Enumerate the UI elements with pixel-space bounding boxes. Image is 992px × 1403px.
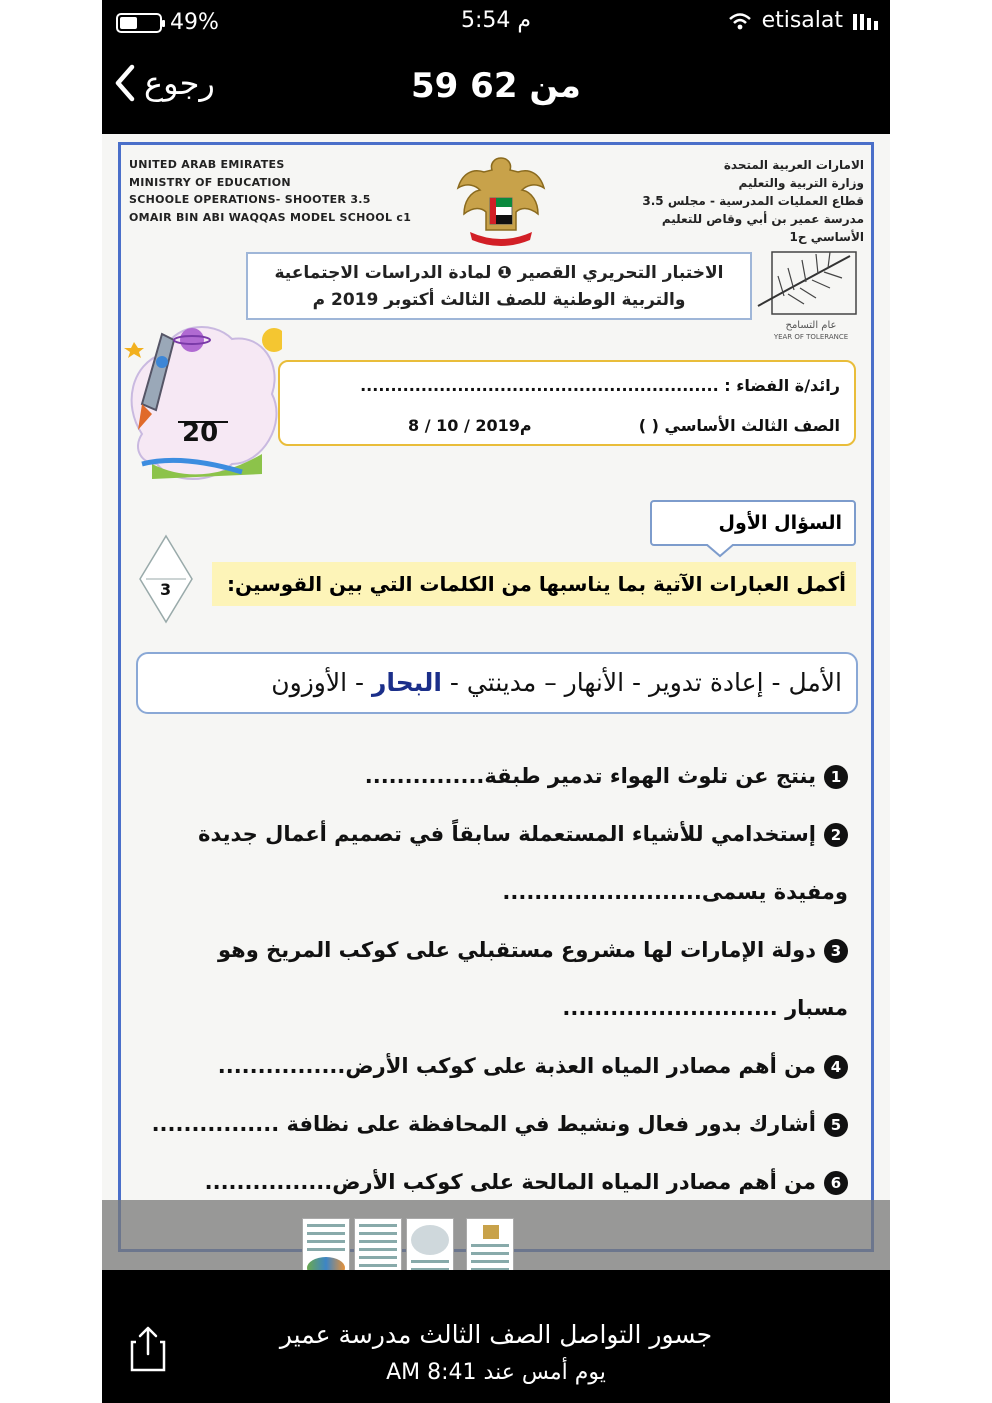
question-item — [218, 1054, 848, 1079]
signal-icon — [853, 12, 878, 30]
question-marks: 3 — [160, 580, 172, 599]
header-english — [129, 156, 411, 226]
item-text: إستخدامي للأشياء المستعملة سابقاً في تصميم أعمال جديدة — [198, 822, 816, 846]
word-bank-item: الأمل — [788, 668, 842, 697]
back-label: رجوع — [144, 64, 215, 102]
carrier-info — [728, 8, 878, 33]
callout-pointer-icon — [706, 544, 736, 558]
word-bank: الأمل - إعادة تدوير - الأنهار – مدينتي - البحار - الأوزون — [136, 652, 858, 714]
instruction-text: أكمل العبارات الآتية بما يناسبها من الكلمات التي بين القوسين: — [212, 562, 856, 606]
item-text: من أهم مصادر المياه العذبة على كوكب الأرض................ — [217, 1054, 816, 1078]
question-item — [198, 822, 848, 847]
phone-screen — [102, 0, 890, 1403]
bottom-bar — [102, 1270, 890, 1403]
item-text: أشارك بدور فعال ونشيط في المحافظة على نظافة ................ — [151, 1112, 816, 1136]
item-text: ومفيدة يسمى......................... — [502, 880, 848, 904]
question-item — [218, 938, 848, 963]
score-total: 20 — [182, 418, 219, 448]
clock: 5:54 م — [460, 8, 532, 33]
carrier-name: etisalat — [761, 8, 843, 33]
question-item — [365, 764, 848, 789]
item-number: 1 — [824, 765, 848, 789]
header-en-line: OMAIR BIN ABI WAQQAS MODEL SCHOOL c1 — [129, 210, 412, 224]
battery-percent: 49% — [170, 10, 219, 35]
question-item — [152, 1112, 848, 1137]
exam-title-line1: الاختبار التحريري القصير ❶ لمادة الدراسات الاجتماعية — [274, 263, 724, 283]
header-arabic — [624, 156, 864, 246]
item-number: 5 — [824, 1113, 848, 1137]
question-title: السؤال الأول — [650, 500, 856, 546]
header-ar-line: مدرسة عمير بن أبي وقاص للتعليم الأساسي ح1 — [661, 212, 864, 244]
item-number: 2 — [824, 823, 848, 847]
item-text: مسبار ........................... — [562, 996, 848, 1020]
item-text: من أهم مصادر المياه المالحة على كوكب الأرض................ — [204, 1170, 816, 1194]
astronaut-name-field[interactable]: رائد/ة الفضاء : ........................................................... — [360, 376, 840, 395]
header-en-line: SCHOOLE OPERATIONS- SHOOTER 3.5 — [129, 193, 371, 206]
grade-field[interactable]: الصف الثالث الأساسي ( ) — [638, 416, 840, 435]
word-bank-item-highlighted: البحار — [371, 668, 442, 697]
rocket-illustration-icon — [122, 314, 282, 486]
item-number: 3 — [824, 939, 848, 963]
uae-emblem-icon — [454, 152, 548, 248]
exam-date: 8 / 10 / 2019م — [408, 416, 532, 435]
message-timestamp: يوم أمس عند 8:41 AM — [386, 1360, 606, 1385]
wifi-icon — [728, 12, 752, 30]
chat-caption: جسور التواصل الصف الثالث مدرسة عمير — [279, 1320, 713, 1349]
item-number: 6 — [824, 1171, 848, 1195]
header-ar-line: وزارة التربية والتعليم — [738, 176, 864, 190]
question-item-continuation — [502, 880, 848, 904]
item-text: ينتج عن تلوث الهواء تدمير طبقة............... — [364, 764, 816, 788]
navigation-bar — [102, 50, 890, 130]
exam-title-box — [246, 252, 752, 320]
student-info-box — [278, 360, 856, 446]
header-en-line: MINISTRY OF EDUCATION — [129, 175, 291, 189]
tolerance-label-ar: عام التسامح — [785, 320, 837, 331]
item-text: دولة الإمارات لها مشروع مستقبلي على كوكب المريخ وهو — [218, 938, 816, 962]
item-number: 4 — [824, 1055, 848, 1079]
header-en-line: UNITED ARAB EMIRATES — [129, 158, 285, 171]
exam-title-line2: والتربية الوطنية للصف الثالث أكتوبر 2019 م — [312, 290, 686, 310]
marks-diamond-icon — [138, 534, 194, 624]
page-indicator: 59 من 62 — [411, 66, 581, 106]
word-bank-item: مدينتي — [466, 668, 537, 697]
word-bank-item: إعادة تدوير — [648, 668, 764, 697]
word-bank-item: الأنهار — [564, 668, 625, 697]
question-item-continuation — [562, 996, 848, 1020]
word-bank-item: الأوزون — [271, 668, 348, 697]
question-item — [205, 1170, 848, 1195]
tolerance-label-en: YEAR OF TOLERANCE — [773, 333, 849, 341]
header-ar-line: قطاع العمليات المدرسية - مجلس 3.5 — [642, 194, 864, 208]
document-page[interactable] — [102, 134, 890, 1274]
status-bar — [102, 0, 890, 44]
header-ar-line: الامارات العربية المتحدة — [723, 158, 864, 172]
